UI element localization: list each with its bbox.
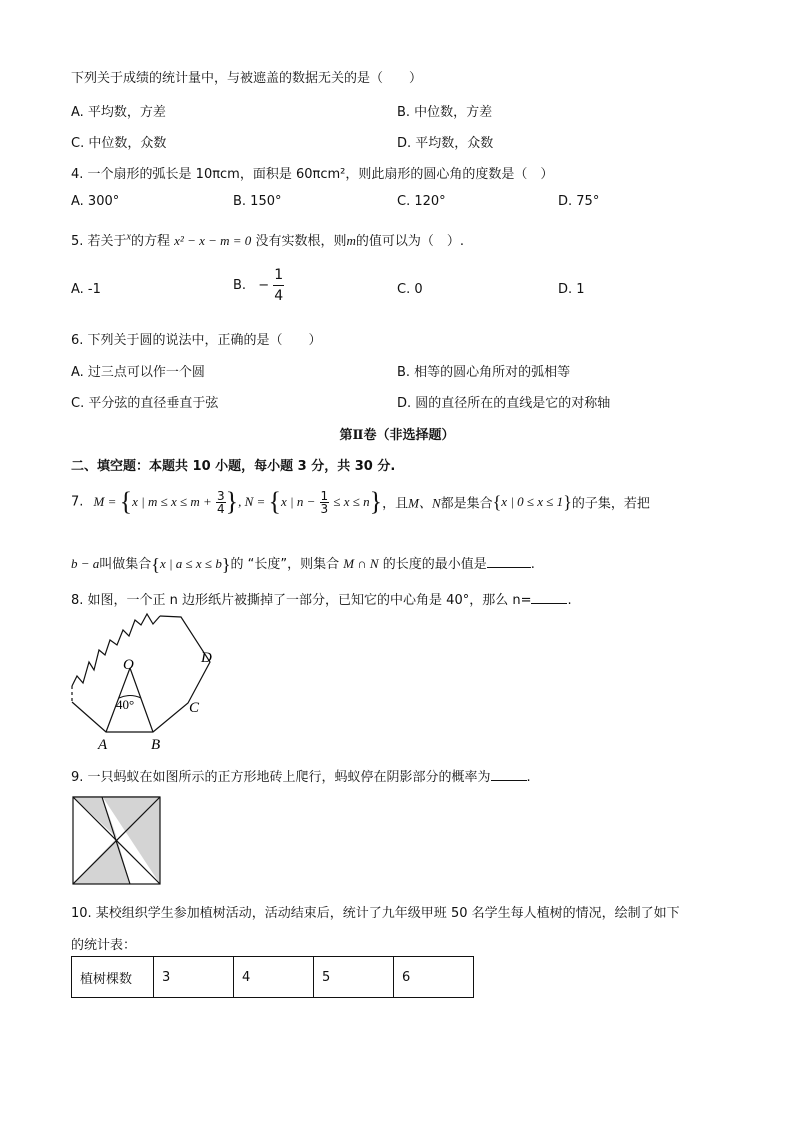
q7-n-fraction [320,490,330,515]
q5-frac-den: 4 [274,288,284,304]
q7-m-brace-open: { [119,487,133,516]
q3-option-d: D. 平均数，众数 [397,136,494,151]
q7-m-frac-den: 4 [216,501,225,516]
q10-line1: 10. 某校组织学生参加植树活动，活动结束后，统计了九年级甲班 50 名学生每人植树的情况，绘制了如下 [71,906,680,921]
q8-answer-blank[interactable] [531,591,567,604]
q7-set: x | 0 ≤ x ≤ 1 [501,494,564,509]
q7-set-brace-close: } [563,492,572,512]
q6-stem: 6. 下列关于圆的说法中，正确的是（ ） [71,333,322,348]
q5-option-b-fraction [273,268,284,303]
q5-option-b [233,268,284,303]
q7-m-inner: x | m ≤ x ≤ m + [132,494,212,509]
q7-answer-blank[interactable] [487,555,531,568]
q5-option-a: A. -1 [71,282,101,297]
q7-line2-a: 叫做集合 [99,557,152,572]
q5-option-c: C. 0 [397,282,423,297]
q7-m-frac-num: 3 [216,488,225,503]
table-cell: 4 [234,957,314,998]
q5-stem [71,230,464,249]
q4-option-d: D. 75° [558,194,600,209]
label-angle: 40° [116,697,135,712]
q7-mid2: 都是集合 [440,496,493,512]
section-title: 第Ⅱ卷（非选择题） [339,428,455,443]
q7-m-def: M = [93,494,120,509]
q7-m-fraction [216,490,226,515]
q9-stem [71,766,531,785]
table-cell: 6 [394,957,474,998]
q5-var-x: x [126,231,131,243]
q7-line2-set: x | a ≤ x ≤ b [159,556,222,571]
q7-tail: 的子集，若把 [571,496,650,512]
q8-polygon-figure [60,606,240,754]
q5-option-d: D. 1 [558,282,585,297]
q9-stem-end: . [526,770,531,785]
label-c: C [189,700,200,716]
table-row [72,957,474,998]
label-a: A [98,737,108,753]
q4-option-c: C. 120° [397,194,446,209]
q3-option-a: A. 平均数，方差 [71,105,166,120]
q7-n-brace-open: { [268,487,282,516]
q3-option-b: B. 中位数，方差 [397,105,493,120]
q7-mn: M、N [408,495,441,511]
q7-line2-brace-close: } [221,554,231,575]
q7-n-frac-den: 3 [320,501,329,516]
q7-n-def: , N = [238,494,269,509]
q5-equation: x² − x − m = 0 [174,233,252,248]
q8-stem-text: 8. 如图，一个正 n 边形纸片被撕掉了一部分，已知它的中心角是 40°，那么 n= [71,593,532,608]
q7-set-brace-open: { [492,492,502,512]
q6-option-a: A. 过三点可以作一个圆 [71,365,205,380]
q7-line1 [71,489,650,515]
label-o: O [123,657,134,673]
q3-stem: 下列关于成绩的统计量中，与被遮盖的数据无关的是（ ） [71,71,423,86]
q5-frac-num: 1 [273,268,284,286]
q7-number: 7. [71,494,84,510]
q7-line2-b: 的 “长度”，则集合 [230,557,340,572]
q5-var-m: m [346,233,356,248]
q5-option-b-sign: − [258,278,270,293]
q9-stem-text: 9. 一只蚂蚁在如图所示的正方形地砖上爬行，蚂蚁停在阴影部分的概率为 [71,770,491,785]
q9-answer-blank[interactable] [491,768,527,781]
label-d: D [201,650,212,666]
section-heading: 二、填空题：本题共 10 小题，每小题 3 分，共 30 分. [71,459,396,474]
q3-option-c: C. 中位数，众数 [71,136,167,151]
q7-m-brace-close: } [225,487,239,516]
q7-line2-brace-open: { [151,554,160,575]
q10-line2: 的统计表： [71,938,137,953]
table-cell: 5 [314,957,394,998]
q5-text-4: 的值可以为（ ）. [355,234,464,249]
q7-mid: ，且 [382,496,409,512]
label-b: B [151,737,161,753]
q6-option-b: B. 相等的圆心角所对的弧相等 [397,365,571,380]
q5-text-3: 没有实数根，则 [255,234,347,249]
q7-length-expr: b − a [71,556,100,571]
q7-n-frac-num: 1 [320,488,329,503]
q7-intersection: M ∩ N [343,556,379,571]
table-cell: 3 [154,957,234,998]
q9-square-tile-figure [72,796,164,888]
table-header-cell: 植树棵数 [72,957,154,998]
q4-option-a: A. 300° [71,194,120,209]
q7-n-inner1: x | n − [281,494,316,509]
q5-option-b-label: B. [233,278,247,293]
q5-text-2: 的方程 [131,234,171,249]
q4-stem: 4. 一个扇形的弧长是 10πcm，面积是 60πcm²，则此扇形的圆心角的度数是（ ） [71,167,554,182]
torn-edge [72,614,160,686]
q5-text-1: 5. 若关于 [71,234,127,249]
q7-line2-c: 的长度的最小值是 [382,557,487,572]
q6-option-c: C. 平分弦的直径垂直于弦 [71,396,219,411]
q7-n-brace-close: } [369,487,383,516]
q10-stat-table [71,956,474,998]
q6-option-d: D. 圆的直径所在的直线是它的对称轴 [397,396,611,411]
q7-line2-end: . [530,557,535,572]
q4-option-b: B. 150° [233,194,282,209]
q7-line2 [71,553,535,574]
q7-n-inner2: ≤ x ≤ n [333,494,370,509]
q8-stem-end: . [567,593,572,608]
